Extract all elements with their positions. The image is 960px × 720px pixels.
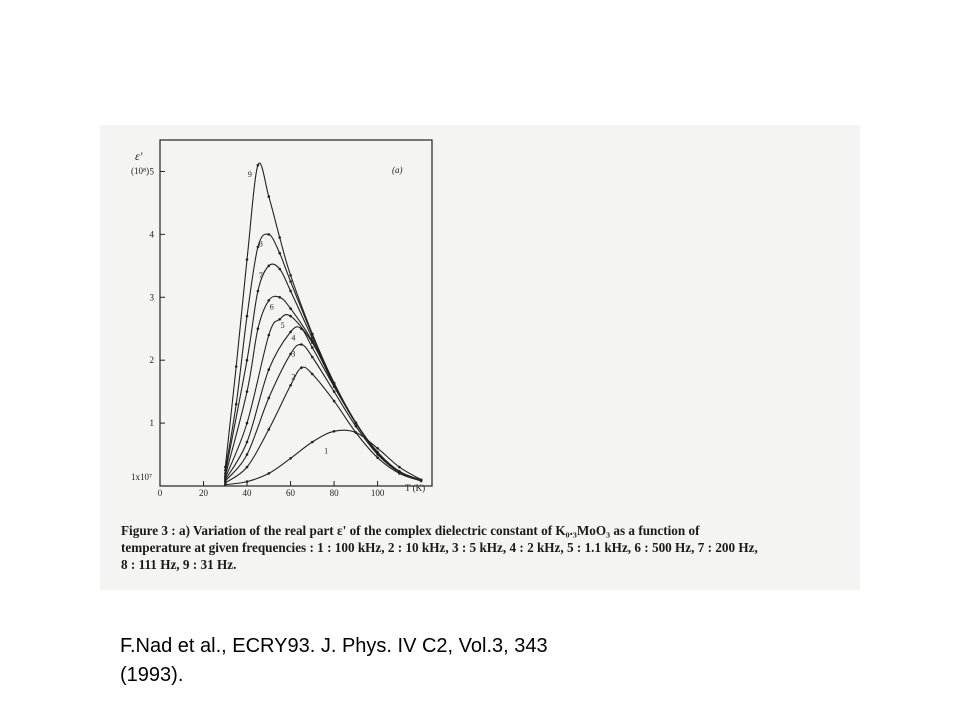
series-point-7 <box>257 290 260 293</box>
series-point-9 <box>278 236 281 239</box>
series-label-9: 9 <box>247 170 252 180</box>
series-point-7 <box>246 359 249 362</box>
series-point-1 <box>376 447 379 450</box>
series-label-2: 2 <box>291 372 296 382</box>
y-tick-label: 1 <box>149 418 154 429</box>
series-point-9 <box>355 421 358 424</box>
series-point-3 <box>268 397 271 400</box>
x-tick-label: 40 <box>242 488 252 498</box>
series-label-1: 1 <box>324 446 329 456</box>
series-point-9 <box>289 274 292 277</box>
series-point-4 <box>246 441 249 444</box>
series-point-1 <box>398 466 401 469</box>
series-point-2 <box>300 366 303 369</box>
series-point-7 <box>278 268 281 271</box>
citation <box>120 632 680 690</box>
x-axis-label: T (K) <box>405 483 426 493</box>
citation-line-1: F.Nad et al., ECRY93. J. Phys. IV C2, Vol.3, 343 <box>120 635 548 657</box>
series-point-8 <box>235 403 238 406</box>
series-point-9 <box>246 258 249 261</box>
series-label-4: 4 <box>291 333 296 343</box>
series-point-7 <box>224 472 227 475</box>
citation-line-2: (1993). <box>120 664 184 686</box>
series-line-9 <box>225 163 421 480</box>
series-label-7: 7 <box>258 270 263 280</box>
series-point-9 <box>398 470 401 473</box>
series-point-5 <box>289 315 292 318</box>
series-point-3 <box>300 343 303 346</box>
series-point-6 <box>224 475 227 478</box>
series-point-9 <box>268 195 271 198</box>
panel-label: (a) <box>392 165 403 175</box>
y-axis-label: ε' <box>135 149 143 163</box>
series-point-1 <box>333 430 336 433</box>
series-point-6 <box>257 327 260 330</box>
series-point-9 <box>311 333 314 336</box>
series-point-2 <box>333 400 336 403</box>
series-point-5 <box>246 422 249 425</box>
x-tick-label: 0 <box>157 488 163 498</box>
series-point-6 <box>278 296 281 299</box>
series-point-2 <box>355 431 358 434</box>
series-point-8 <box>278 252 281 255</box>
series-point-8 <box>224 469 227 472</box>
series-point-9 <box>376 451 379 454</box>
series-point-9 <box>257 164 260 167</box>
series-point-7 <box>268 265 271 268</box>
series-point-9 <box>224 466 227 469</box>
series-point-4 <box>311 346 314 349</box>
series-point-9 <box>420 479 423 482</box>
x-tick-label: 60 <box>286 488 296 498</box>
series-point-9 <box>235 365 238 368</box>
y-tick-label: 2 <box>149 355 154 366</box>
series-point-2 <box>311 373 314 376</box>
y-axis-unit: (10⁸) <box>131 166 150 176</box>
series-point-2 <box>289 384 292 387</box>
series-label-8: 8 <box>258 239 263 249</box>
series-point-2 <box>268 428 271 431</box>
figure-caption <box>121 522 861 573</box>
series-point-3 <box>333 390 336 393</box>
series-label-6: 6 <box>269 302 274 312</box>
series-point-8 <box>268 233 271 236</box>
x-tick-label: 100 <box>370 488 385 498</box>
x-tick-label: 20 <box>199 488 209 498</box>
series-point-6 <box>246 390 249 393</box>
series-point-1 <box>289 457 292 460</box>
plot-frame <box>160 140 432 486</box>
caption-line-1: Figure 3 : a) Variation of the real part ε' of the complex dielectric constant of K₀.₃MoO₃ as a function of <box>121 523 700 538</box>
series-point-8 <box>289 280 292 283</box>
series-point-2 <box>246 466 249 469</box>
series-point-1 <box>311 441 314 444</box>
y-tick-label: 5 <box>149 166 154 177</box>
y-bottom-label: 1x10⁷ <box>131 472 153 482</box>
series-label-5: 5 <box>280 321 285 331</box>
y-tick-label: 3 <box>149 292 154 303</box>
caption-line-2: temperature at given frequencies : 1 : 100 kHz, 2 : 10 kHz, 3 : 5 kHz, 4 : 2 kHz, 5 : 1.1 kHz, 6 : 500 Hz, 7 : 200 Hz, <box>121 540 758 555</box>
series-point-3 <box>246 453 249 456</box>
caption-line-3: 8 : 111 Hz, 9 : 31 Hz. <box>121 557 237 572</box>
series-label-3: 3 <box>291 349 296 359</box>
x-tick-label: 80 <box>329 488 339 498</box>
series-point-5 <box>268 334 271 337</box>
series-point-2 <box>376 456 379 459</box>
series-point-6 <box>268 299 271 302</box>
series-point-7 <box>289 290 292 293</box>
series-point-4 <box>268 368 271 371</box>
series-point-1 <box>268 472 271 475</box>
series-line-1 <box>225 430 421 484</box>
series-point-1 <box>246 480 249 483</box>
series-point-8 <box>246 315 249 318</box>
series-point-6 <box>289 307 292 310</box>
series-line-8 <box>225 234 421 480</box>
series-point-3 <box>311 356 314 359</box>
series-point-9 <box>333 382 336 385</box>
y-tick-label: 4 <box>149 229 154 240</box>
